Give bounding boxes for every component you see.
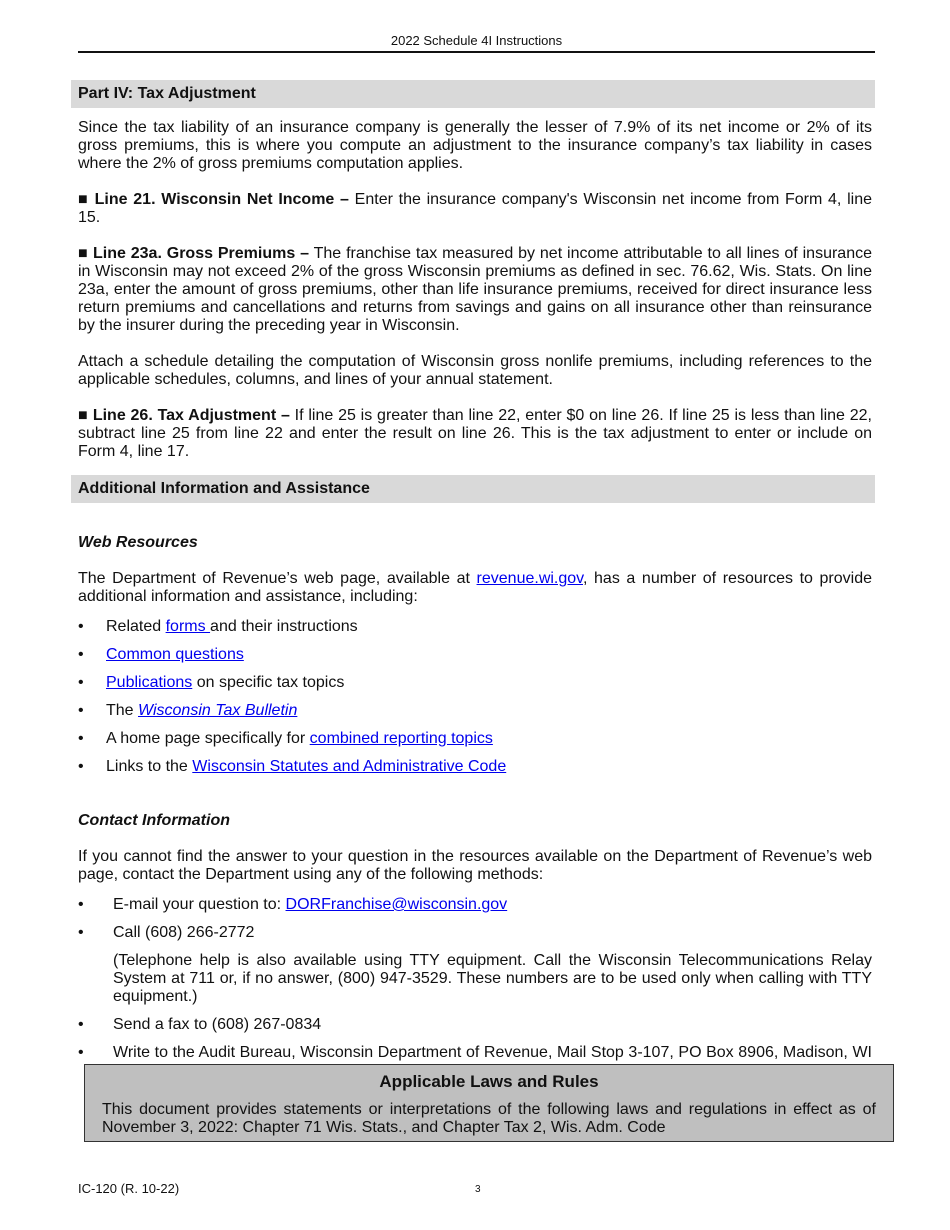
list-item-text: and their instructions — [210, 618, 358, 635]
header-rule — [78, 51, 875, 53]
list-item — [78, 924, 872, 1006]
part4-intro: Since the tax liability of an insurance company is generally the lesser of 7.9% of its net income or 2% of its gross premiums, this is where you compute an adjustment to the insurance company’s tax liability in cases where the 2% of gross premiums computation applies. — [78, 119, 872, 172]
contact-heading: Contact Information — [78, 812, 230, 829]
list-item-text: Links to the — [106, 758, 193, 775]
contact-list — [78, 896, 872, 1080]
page-number: 3 — [475, 1184, 481, 1195]
form-id: IC-120 (R. 10-22) — [78, 1181, 180, 1196]
attach-paragraph: Attach a schedule detailing the computation of Wisconsin gross nonlife premiums, including references to the applicable schedules, columns, and lines of your annual statement. — [78, 353, 872, 388]
additional-heading: Additional Information and Assistance — [71, 475, 875, 503]
tty-text: (Telephone help is also available using TTY equipment. Call the Wisconsin Telecommunications Relay System at 711 or, if no answer, (800) 947-3529. These numbers are to be used only when calling with TTY equipment.) — [113, 952, 872, 1005]
list-item — [78, 674, 872, 692]
list-item — [78, 758, 872, 776]
web-resources-list — [78, 618, 872, 776]
laws-body: This document provides statements or interpretations of the following laws and regulations in effect as of November 3, 2022: Chapter 71 Wis. Stats., and Chapter Tax 2, Wis. Adm. Code — [102, 1101, 876, 1136]
line23a-text: The franchise tax measured by net income attributable to all lines of insurance in Wisconsin may not exceed 2% of the gross Wisconsin premiums as defined in sec. 76.62, Wis. Stats. On line 23a, enter the amount of gross premiums, other than life insurance premiums, received for direct insurance less return premiums and cancellations and returns from savings and gains on all insurance other than reinsurance by the insurer during the preceding year in Wisconsin. — [78, 245, 872, 334]
email-link[interactable]: DORFranchise@wisconsin.gov — [285, 896, 508, 913]
line21-paragraph — [78, 191, 872, 227]
line26-paragraph — [78, 407, 872, 461]
revenue-link[interactable]: revenue.wi.gov — [476, 570, 583, 587]
line21-label: ■ Line 21. Wisconsin Net Income – — [78, 191, 349, 208]
list-item — [78, 730, 872, 748]
list-item — [78, 1016, 872, 1034]
combined-reporting-link[interactable]: combined reporting topics — [309, 730, 493, 747]
common-questions-link[interactable]: Common questions — [106, 646, 244, 663]
document-body — [78, 80, 872, 1080]
fax-text: Send a fax to (608) 267-0834 — [113, 1016, 322, 1033]
list-item-text: The — [106, 702, 139, 719]
laws-title: Applicable Laws and Rules — [379, 1072, 599, 1091]
web-intro — [78, 570, 872, 606]
web-resources-heading: Web Resources — [78, 534, 198, 551]
line26-label: ■ Line 26. Tax Adjustment – — [78, 407, 290, 424]
list-item — [78, 618, 872, 636]
publications-link[interactable]: Publications — [106, 674, 193, 691]
list-item-text: A home page specifically for — [106, 730, 310, 747]
tax-bulletin-link[interactable]: Wisconsin Tax Bulletin — [138, 702, 298, 719]
line26-text: If line 25 is greater than line 22, enter $0 on line 26. If line 25 is less than line 22, subtract line 25 from line 22 and enter the result on line 26. This is the tax adjustment to enter or include on Form 4, line 17. — [78, 407, 872, 460]
line23a-paragraph — [78, 245, 872, 335]
forms-link[interactable]: forms — [165, 618, 211, 635]
contact-intro: If you cannot find the answer to your question in the resources available on the Department of Revenue’s web page, contact the Department using any of the following methods: — [78, 848, 872, 883]
list-item — [78, 702, 872, 720]
web-intro-text-after: , has a number of resources to provide additional information and assistance, including: — [78, 570, 873, 605]
list-item-text: on specific tax topics — [192, 674, 345, 691]
list-item — [78, 646, 872, 664]
call-text: Call (608) 266-2772 — [113, 924, 255, 941]
write-text: • Write to the Audit Bureau, Wisconsin Department of Revenue, Mail Stop 3-107, PO Box 8906, Madison, WI — [113, 1044, 872, 1061]
applicable-laws-box — [84, 1064, 894, 1142]
part4-heading: Part IV: Tax Adjustment — [71, 80, 875, 108]
list-item — [78, 896, 872, 914]
list-item-text: Related — [106, 618, 166, 635]
page-header-title: 2022 Schedule 4I Instructions — [390, 33, 563, 48]
statutes-link[interactable]: Wisconsin Statutes and Administrative Code — [192, 758, 507, 775]
line21-text: Enter the insurance company's Wisconsin net income from Form 4, line 15. — [78, 191, 872, 226]
email-label: E-mail your question to: — [113, 896, 286, 913]
web-intro-text: The Department of Revenue’s web page, available at — [78, 570, 477, 587]
line23a-label: ■ Line 23a. Gross Premiums – — [78, 245, 310, 262]
